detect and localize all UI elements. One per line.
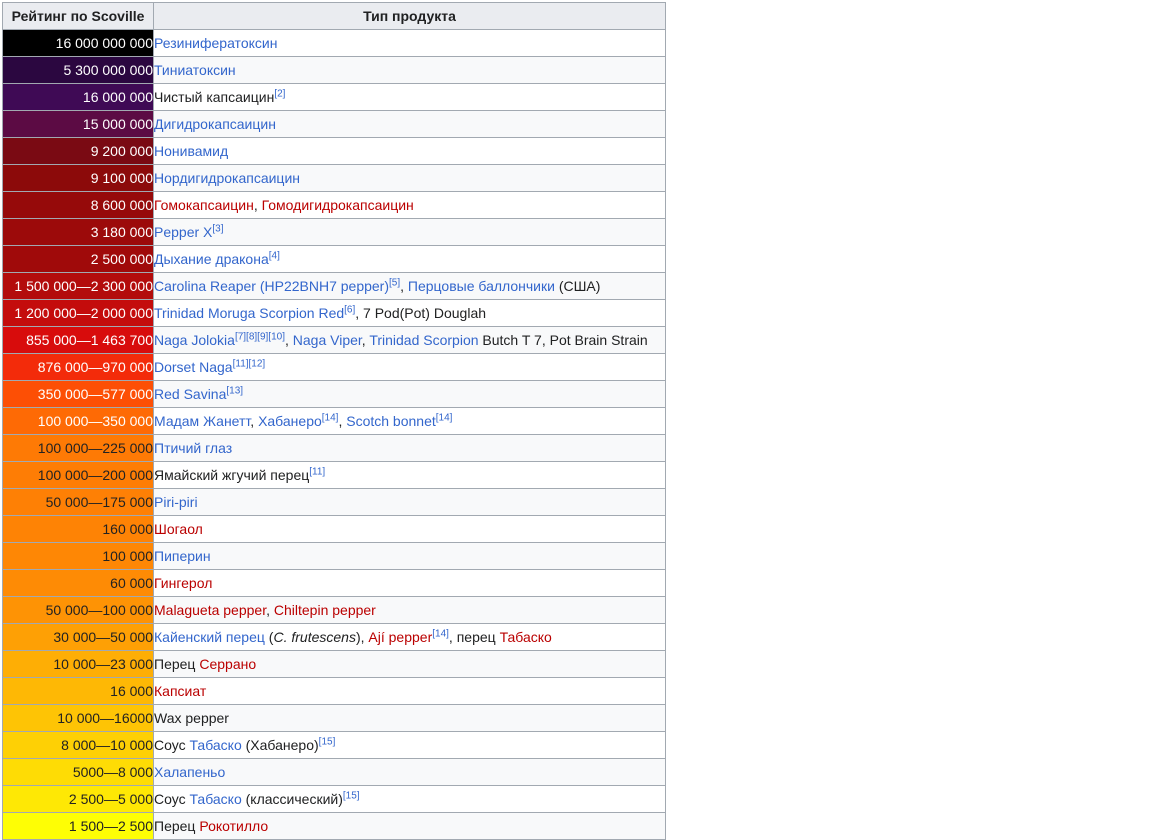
product-type-cell (154, 246, 666, 273)
plain-text: , (250, 413, 259, 429)
table-row (3, 192, 666, 219)
reference-footnote[interactable]: [2] (274, 88, 286, 100)
plain-text: Butch T 7, Pot Brain Strain (478, 332, 648, 348)
scoville-rating-cell: 350 000—577 000 (3, 381, 154, 408)
missing-article-link[interactable]: Гомокапсаицин (154, 197, 254, 213)
product-type-cell (154, 300, 666, 327)
scoville-rating-cell: 16 000 (3, 678, 154, 705)
reference-footnote[interactable]: [14] (435, 412, 453, 424)
scoville-rating-cell: 160 000 (3, 516, 154, 543)
plain-text: , (266, 602, 274, 618)
product-type-cell (154, 111, 666, 138)
plain-text: Ямайский жгучий перец (154, 467, 310, 483)
missing-article-link[interactable]: Ají pepper (368, 629, 433, 645)
table-row (3, 354, 666, 381)
scoville-rating-cell: 1 500 000—2 300 000 (3, 273, 154, 300)
plain-text: , (284, 332, 293, 348)
article-link[interactable]: Табаско (189, 791, 242, 807)
product-type-cell (154, 597, 666, 624)
scoville-rating-cell: 5 300 000 000 (3, 57, 154, 84)
article-link[interactable]: Naga Jolokia (154, 332, 235, 348)
table-row (3, 111, 666, 138)
article-link[interactable]: Перцовые баллончики (407, 278, 555, 294)
scoville-rating-cell: 8 600 000 (3, 192, 154, 219)
article-link[interactable]: Red Savina (154, 386, 227, 402)
plain-text: Соус (154, 791, 190, 807)
product-type-cell (154, 408, 666, 435)
plain-text: Wax pepper (154, 710, 229, 726)
product-type-cell (154, 624, 666, 651)
scoville-rating-cell: 30 000—50 000 (3, 624, 154, 651)
scoville-rating-cell: 855 000—1 463 700 (3, 327, 154, 354)
product-type-cell (154, 30, 666, 57)
reference-footnote[interactable]: [11] (309, 466, 326, 478)
table-row (3, 516, 666, 543)
reference-footnote[interactable]: [4] (268, 250, 280, 262)
article-link[interactable]: Нонивамид (154, 143, 229, 159)
reference-footnote[interactable]: [11][12] (232, 358, 266, 370)
scoville-rating-cell: 100 000—225 000 (3, 435, 154, 462)
reference-footnote[interactable]: [3] (212, 223, 224, 235)
missing-article-link[interactable]: Рокотилло (199, 818, 269, 834)
plain-text: (США) (554, 278, 601, 294)
scoville-rating-cell: 60 000 (3, 570, 154, 597)
product-type-cell (154, 57, 666, 84)
product-type-cell (154, 192, 666, 219)
article-link[interactable]: Халапеньо (154, 764, 226, 780)
scoville-rating-cell: 50 000—175 000 (3, 489, 154, 516)
table-row (3, 462, 666, 489)
scoville-rating-cell: 5000—8 000 (3, 759, 154, 786)
product-type-cell (154, 651, 666, 678)
article-link[interactable]: Trinidad Scorpion (369, 332, 479, 348)
table-row (3, 651, 666, 678)
scoville-rating-cell: 100 000—200 000 (3, 462, 154, 489)
table-row (3, 57, 666, 84)
article-link[interactable]: Пиперин (154, 548, 211, 564)
table-row (3, 219, 666, 246)
table-row (3, 273, 666, 300)
plain-text: , (400, 278, 408, 294)
header-row (3, 3, 666, 30)
missing-article-link[interactable]: Капсиат (154, 683, 207, 699)
article-link[interactable]: Pepper X (154, 224, 213, 240)
article-link[interactable]: Хабанеро (258, 413, 322, 429)
table-row (3, 597, 666, 624)
product-type-cell (154, 219, 666, 246)
product-type-cell (154, 705, 666, 732)
missing-article-link[interactable]: Шогаол (154, 521, 203, 537)
scoville-rating-cell: 10 000—23 000 (3, 651, 154, 678)
product-type-cell (154, 489, 666, 516)
scoville-rating-cell: 16 000 000 (3, 84, 154, 111)
scoville-rating-cell: 100 000—350 000 (3, 408, 154, 435)
table-row (3, 435, 666, 462)
product-type-cell (154, 273, 666, 300)
table-row (3, 408, 666, 435)
table-row (3, 165, 666, 192)
product-type-cell (154, 84, 666, 111)
table-row (3, 30, 666, 57)
table-row (3, 624, 666, 651)
table-row (3, 138, 666, 165)
missing-article-link[interactable]: Malagueta pepper (154, 602, 267, 618)
reference-footnote[interactable]: [13] (226, 385, 244, 397)
scoville-rating-cell: 15 000 000 (3, 111, 154, 138)
article-link[interactable]: Птичий глаз (154, 440, 233, 456)
table-row (3, 543, 666, 570)
article-link[interactable]: Carolina Reaper (HP22BNH7 pepper) (154, 278, 390, 294)
plain-text: (классический) (241, 791, 343, 807)
article-link[interactable]: Dorset Naga (154, 359, 233, 375)
reference-footnote[interactable]: [5] (389, 277, 401, 289)
scoville-rating-cell: 2 500 000 (3, 246, 154, 273)
table-row (3, 570, 666, 597)
plain-text: Перец (154, 818, 200, 834)
scoville-table (2, 2, 666, 840)
reference-footnote[interactable]: [6] (344, 304, 356, 316)
scoville-rating-cell: 3 180 000 (3, 219, 154, 246)
product-type-cell (154, 732, 666, 759)
article-link[interactable]: Дигидрокапсаицин (154, 116, 276, 132)
plain-text: ( (264, 629, 274, 645)
product-type-cell (154, 462, 666, 489)
product-type-cell (154, 813, 666, 840)
table-row (3, 327, 666, 354)
article-link[interactable]: Нордигидрокапсаицин (154, 170, 300, 186)
reference-footnote[interactable]: [15] (342, 790, 360, 802)
product-type-cell (154, 165, 666, 192)
missing-article-link[interactable]: Chiltepin pepper (273, 602, 376, 618)
product-type-cell (154, 381, 666, 408)
missing-article-link[interactable]: Серрано (199, 656, 257, 672)
scoville-rating-cell: 2 500—5 000 (3, 786, 154, 813)
product-column-header[interactable]: Тип продукта (154, 3, 666, 30)
scoville-rating-cell: 1 200 000—2 000 000 (3, 300, 154, 327)
article-link[interactable]: Дыхание дракона (154, 251, 269, 267)
product-type-cell (154, 138, 666, 165)
plain-text: ), (355, 629, 369, 645)
plain-text: Чистый капсаицин (154, 89, 275, 105)
table-row (3, 786, 666, 813)
product-type-cell (154, 354, 666, 381)
product-type-cell (154, 516, 666, 543)
article-link[interactable]: Мадам Жанетт (154, 413, 251, 429)
table-row (3, 84, 666, 111)
plain-text: , (253, 197, 262, 213)
table-row (3, 246, 666, 273)
missing-article-link[interactable]: Гомодигидрокапсаицин (261, 197, 414, 213)
table-row (3, 813, 666, 840)
rating-column-header[interactable]: Рейтинг по Scoville (3, 3, 154, 30)
plain-text: Перец (154, 656, 200, 672)
table-row (3, 300, 666, 327)
scoville-rating-cell: 50 000—100 000 (3, 597, 154, 624)
scoville-rating-cell: 8 000—10 000 (3, 732, 154, 759)
reference-footnote[interactable]: [14] (432, 628, 449, 640)
plain-text: , 7 Pod(Pot) Douglah (355, 305, 487, 321)
product-type-cell (154, 570, 666, 597)
scoville-rating-cell: 100 000 (3, 543, 154, 570)
missing-article-link[interactable]: Гингерол (154, 575, 213, 591)
reference-footnote[interactable]: [7][8][9][10] (234, 331, 285, 343)
article-link[interactable]: Piri-piri (154, 494, 198, 510)
product-type-cell (154, 543, 666, 570)
scoville-rating-cell: 9 200 000 (3, 138, 154, 165)
table-body (3, 30, 666, 840)
product-type-cell (154, 435, 666, 462)
plain-text: (Хабанеро) (241, 737, 319, 753)
product-type-cell (154, 327, 666, 354)
table-row (3, 678, 666, 705)
missing-article-link[interactable]: Табаско (499, 629, 552, 645)
scoville-rating-cell: 876 000—970 000 (3, 354, 154, 381)
reference-footnote[interactable]: [15] (318, 736, 336, 748)
article-link[interactable]: Кайенский перец (154, 629, 265, 645)
scoville-rating-cell: 9 100 000 (3, 165, 154, 192)
plain-text: Соус (154, 737, 190, 753)
table-row (3, 705, 666, 732)
table-row (3, 732, 666, 759)
reference-footnote[interactable]: [14] (321, 412, 339, 424)
italic-text: C. frutescens (273, 629, 356, 645)
table-row (3, 759, 666, 786)
article-link[interactable]: Naga Viper (292, 332, 362, 348)
product-type-cell (154, 786, 666, 813)
table-row (3, 381, 666, 408)
article-link[interactable]: Scotch bonnet (346, 413, 436, 429)
scoville-rating-cell: 10 000—16000 (3, 705, 154, 732)
plain-text: , (361, 332, 370, 348)
scoville-rating-cell: 1 500—2 500 (3, 813, 154, 840)
article-link[interactable]: Резинифератоксин (154, 35, 278, 51)
plain-text: , (338, 413, 347, 429)
product-type-cell (154, 678, 666, 705)
article-link[interactable]: Тиниатоксин (154, 62, 236, 78)
scoville-rating-cell: 16 000 000 000 (3, 30, 154, 57)
table-row (3, 489, 666, 516)
plain-text: , перец (448, 629, 500, 645)
article-link[interactable]: Табаско (189, 737, 242, 753)
article-link[interactable]: Trinidad Moruga Scorpion Red (154, 305, 345, 321)
product-type-cell (154, 759, 666, 786)
